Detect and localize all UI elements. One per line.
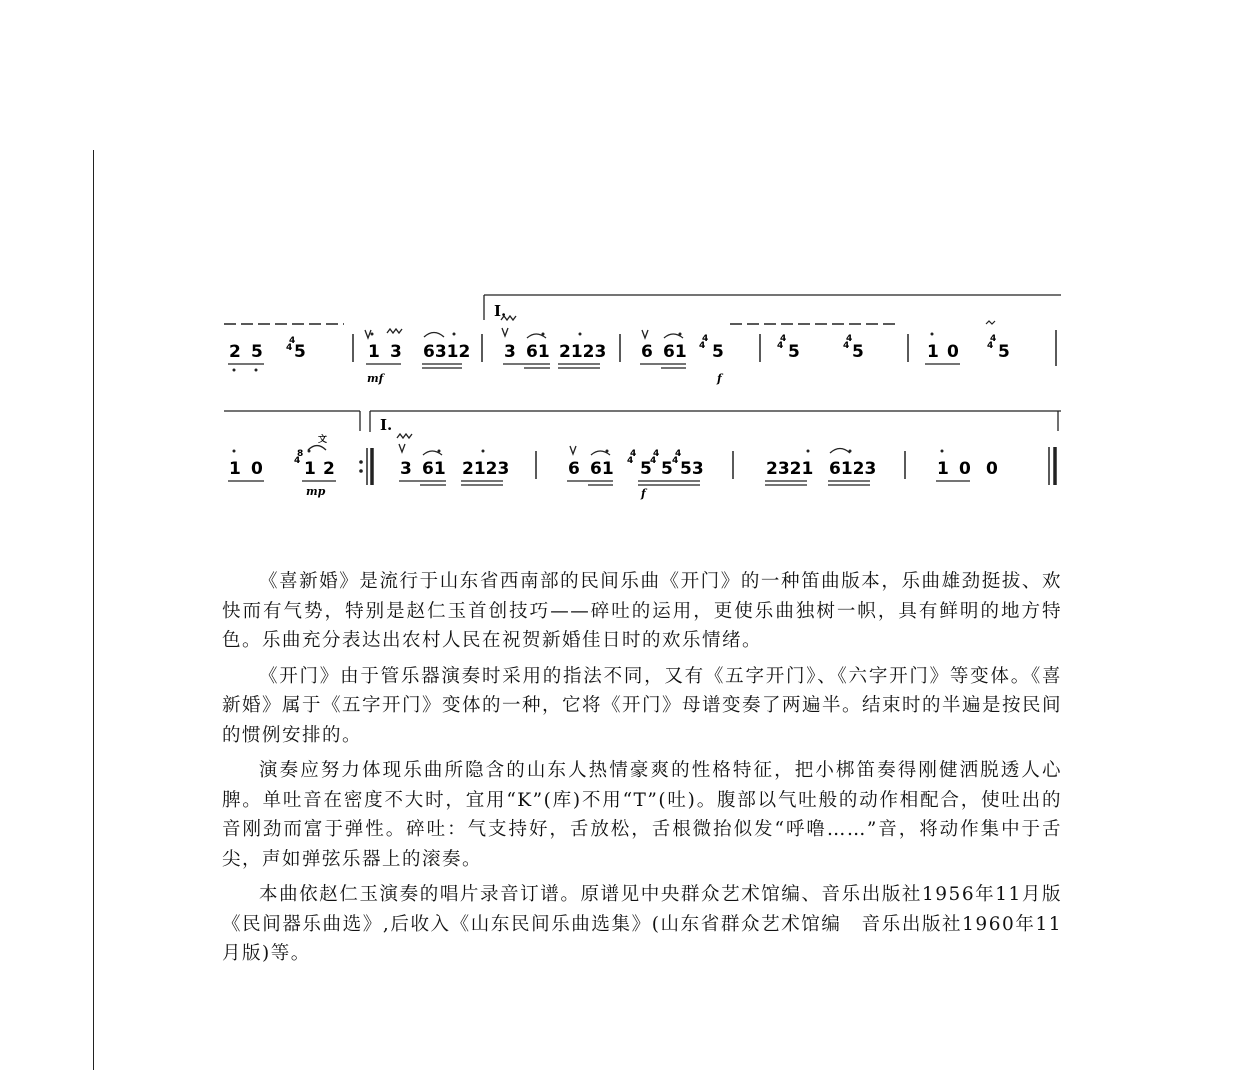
svg-text:mf: mf: [367, 372, 384, 385]
svg-text:6: 6: [568, 459, 580, 479]
svg-text:5: 5: [998, 342, 1010, 362]
jianpu-score: [220, 290, 1065, 510]
svg-text:4: 4: [780, 334, 787, 344]
svg-text:1: 1: [368, 342, 380, 362]
svg-text:61: 61: [422, 459, 446, 479]
measure-1-4: [640, 330, 724, 385]
paragraph-2: 《开门》由于管乐器演奏时采用的指法不同，又有《五字开门》、《六字开门》等变体。《喜新婚》属于《五字开门》变体的一种，它将《开门》母谱变奏了两遍半。结束时的半遍是按民间的惯例安排的。: [222, 665, 1063, 746]
svg-text:53: 53: [680, 459, 704, 479]
svg-text:2123: 2123: [462, 459, 510, 479]
page-margin-rule: [93, 150, 94, 1070]
svg-text:4: 4: [990, 334, 997, 344]
paragraph-4: 本曲依赵仁玉演奏的唱片录音订谱。原谱见中央群众艺术馆编、音乐出版社1956年11月版《民间器乐曲选》,后收入《山东民间乐曲选集》(山东省群众艺术馆编 音乐出版社1960年11月版)等。: [222, 884, 1062, 964]
measure-2-4: [765, 449, 876, 486]
svg-text:f: f: [641, 487, 646, 500]
svg-text:2321: 2321: [766, 459, 814, 479]
paragraph-1: 《喜新婚》是流行于山东省西南部的民间乐曲《开门》的一种笛曲版本，乐曲雄劲挺拔、欢快而有气势，特别是赵仁玉首创技巧——碎吐的运用，更使乐曲独树一帜，具有鲜明的地方特色。乐曲充分表达出农村人民在祝贺新婚佳日时的欢乐情绪。: [222, 571, 1062, 651]
svg-text:61: 61: [526, 342, 550, 362]
svg-text:4: 4: [699, 341, 706, 351]
svg-text:4: 4: [675, 449, 682, 459]
svg-text:0: 0: [986, 459, 998, 479]
svg-text:0: 0: [251, 459, 263, 479]
svg-text:5: 5: [788, 342, 800, 362]
svg-text:2: 2: [323, 459, 335, 479]
svg-text:4: 4: [286, 343, 293, 353]
svg-text:1: 1: [927, 342, 939, 362]
measure-1-2: [365, 329, 470, 385]
measure-2-5: [936, 450, 998, 482]
svg-text:4: 4: [294, 456, 301, 466]
svg-text:5: 5: [640, 459, 652, 479]
svg-text:5: 5: [712, 342, 724, 362]
svg-text:4: 4: [650, 456, 657, 466]
paragraph-3: 演奏应努力体现乐曲所隐含的山东人热情豪爽的性格特征，把小梆笛奏得刚健洒脱透人心脾。单吐音在密度不大时，宜用“K”(库)不用“T”(吐)。腹部以气吐般的动作相配合，使吐出的音刚劲而富于弹性。碎吐：气支持好，舌放松，舌根微抬似发“呼噜……”音，将动作集中于舌尖，声如弹弦乐器上的滚奏。: [222, 760, 1062, 870]
svg-text:3: 3: [504, 342, 516, 362]
measure-2-2: [397, 434, 509, 485]
final-barline: [1049, 447, 1055, 485]
svg-text:1: 1: [304, 459, 316, 479]
svg-text:6123: 6123: [829, 459, 877, 479]
measure-2-3: [567, 446, 704, 500]
svg-text:0: 0: [959, 459, 971, 479]
svg-text:4: 4: [627, 456, 634, 466]
svg-text:0: 0: [947, 342, 959, 362]
measure-1-1: [228, 336, 306, 372]
svg-text:5: 5: [251, 342, 263, 362]
volta-label: I.: [380, 416, 393, 434]
svg-text:3: 3: [390, 342, 402, 362]
svg-text:f: f: [717, 372, 722, 385]
repeat-sign: [359, 448, 372, 485]
svg-text:4: 4: [846, 334, 853, 344]
svg-text:5: 5: [294, 342, 306, 362]
svg-text:4: 4: [672, 456, 679, 466]
svg-text:2123: 2123: [559, 342, 607, 362]
svg-text:mp: mp: [306, 485, 326, 498]
measure-1-3: [501, 316, 606, 368]
measure-1-5: [777, 334, 864, 362]
svg-text:2: 2: [229, 342, 241, 362]
svg-text:4: 4: [843, 341, 850, 351]
svg-text:4: 4: [702, 334, 709, 344]
svg-text:61: 61: [663, 342, 687, 362]
svg-text:6312: 6312: [423, 342, 471, 362]
volta-label: I.: [494, 302, 507, 320]
svg-text:8: 8: [297, 449, 304, 459]
description-text: [222, 567, 1062, 975]
svg-text:4: 4: [653, 449, 660, 459]
svg-text:1: 1: [937, 459, 949, 479]
svg-text:4: 4: [289, 336, 296, 346]
measure-1-6: [925, 321, 1010, 364]
score-svg: [220, 290, 1065, 510]
svg-text:4: 4: [777, 341, 784, 351]
svg-text:1: 1: [229, 459, 241, 479]
svg-text:5: 5: [661, 459, 673, 479]
svg-text:文: 文: [318, 435, 328, 445]
svg-text:5: 5: [852, 342, 864, 362]
measure-2-1: [228, 433, 336, 498]
svg-text:6: 6: [641, 342, 653, 362]
svg-text:4: 4: [630, 449, 637, 459]
svg-text:4: 4: [987, 341, 994, 351]
svg-text:61: 61: [590, 459, 614, 479]
svg-text:3: 3: [400, 459, 412, 479]
